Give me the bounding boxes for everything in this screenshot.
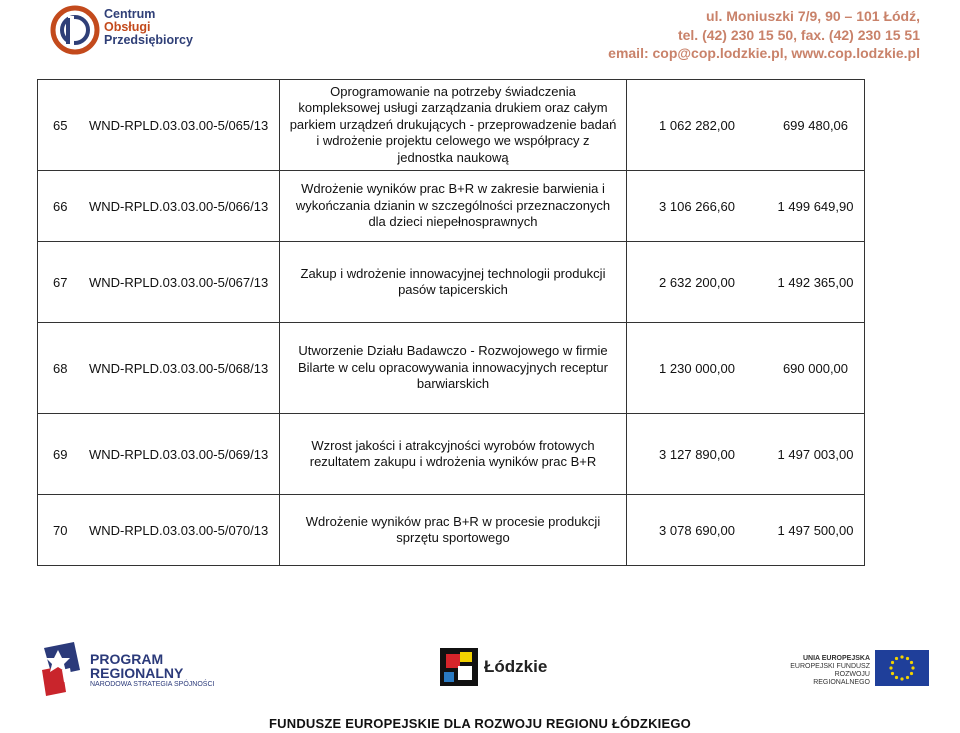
cop-logo: [50, 4, 193, 56]
program-regionalny-emblem-icon: [40, 640, 84, 698]
contact-email-web[interactable]: email: cop@cop.lodzkie.pl, www.cop.lodzkie.pl: [608, 45, 920, 61]
cop-logo-text: [104, 8, 193, 47]
grant-value: 1 497 500,00: [767, 495, 865, 566]
project-title: Wdrożenie wyników prac B+R w zakresie barwienia i wykończania dzianin w szczególności przeznaczonych dla dzieci niepełnosprawnych: [280, 171, 627, 242]
application-id: WND-RPLD.03.03.00-5/066/13: [81, 171, 280, 242]
nss-label: NARODOWA STRATEGIA SPÓJNOŚCI: [90, 681, 215, 688]
lodzkie-emblem-icon: [440, 648, 478, 686]
program-regionalny-logo: [40, 640, 220, 698]
eu-text: [780, 655, 870, 687]
eu-line-1: UNIA EUROPEJSKA: [802, 655, 870, 662]
logo-line-1: Centrum: [104, 7, 156, 21]
eu-line-2: EUROPEJSKI FUNDUSZ: [790, 663, 870, 670]
row-number: 68: [38, 323, 82, 414]
row-number: 66: [38, 171, 82, 242]
eu-flag-icon: [875, 650, 929, 686]
total-value: 3 127 890,00: [627, 414, 768, 495]
regionalny-label: REGIONALNY: [90, 665, 184, 681]
table-row: [38, 171, 865, 242]
application-id: WND-RPLD.03.03.00-5/065/13: [81, 80, 280, 171]
total-value: 1 230 000,00: [627, 323, 768, 414]
total-value: 3 078 690,00: [627, 495, 768, 566]
table-row: [38, 323, 865, 414]
application-id: WND-RPLD.03.03.00-5/068/13: [81, 323, 280, 414]
eu-line-3: ROZWOJU REGIONALNEGO: [813, 671, 870, 686]
program-label: PROGRAM: [90, 651, 164, 667]
contact-info: [608, 7, 920, 63]
table-row: [38, 495, 865, 566]
grant-value: 1 499 649,90: [767, 171, 865, 242]
row-number: 70: [38, 495, 82, 566]
project-title: Oprogramowanie na potrzeby świadczenia kompleksowej usługi zarządzania drukiem oraz całym parkiem urządzeń drukujących - przeprowadzenie badań i wdrożenie projektu celowego we współpracy z jednostka naukową: [280, 80, 627, 171]
application-id: WND-RPLD.03.03.00-5/069/13: [81, 414, 280, 495]
grant-value: 699 480,06: [767, 80, 865, 171]
table-row: [38, 80, 865, 171]
project-title: Zakup i wdrożenie innowacyjnej technologii produkcji pasów tapicerskich: [280, 242, 627, 323]
total-value: 2 632 200,00: [627, 242, 768, 323]
program-regionalny-text: [90, 652, 214, 689]
application-id: WND-RPLD.03.03.00-5/070/13: [81, 495, 280, 566]
project-title: Utworzenie Działu Badawczo - Rozwojowego w firmie Bilarte w celu opracowywania innowacyjnych receptur barwiarskich: [280, 323, 627, 414]
total-value: 3 106 266,60: [627, 171, 768, 242]
grants-table: [37, 79, 865, 566]
project-title: Wzrost jakości i atrakcyjności wyrobów frotowych rezultatem zakupu i wdrożenia wyników prac B+R: [280, 414, 627, 495]
application-id: WND-RPLD.03.03.00-5/067/13: [81, 242, 280, 323]
eu-logo: [780, 648, 930, 688]
table-row: [38, 414, 865, 495]
logo-line-3: Przedsiębiorcy: [104, 33, 193, 47]
contact-phone: tel. (42) 230 15 50, fax. (42) 230 15 51: [677, 26, 920, 43]
project-title: Wdrożenie wyników prac B+R w procesie produkcji sprzętu sportowego: [280, 495, 627, 566]
cop-logo-mark-icon: [50, 4, 100, 56]
row-number: 65: [38, 80, 82, 171]
row-number: 69: [38, 414, 82, 495]
grant-value: 690 000,00: [767, 323, 865, 414]
grant-value: 1 492 365,00: [767, 242, 865, 323]
footer-title: FUNDUSZE EUROPEJSKIE DLA ROZWOJU REGIONU ŁÓDZKIEGO: [269, 716, 691, 731]
lodzkie-label: Łódzkie: [484, 657, 548, 676]
table-row: [38, 242, 865, 323]
contact-address: ul. Moniuszki 7/9, 90 – 101 Łódź,: [706, 8, 920, 24]
lodzkie-logo: [440, 648, 560, 688]
grant-value: 1 497 003,00: [767, 414, 865, 495]
total-value: 1 062 282,00: [627, 80, 768, 171]
row-number: 67: [38, 242, 82, 323]
logo-line-2: Obsługi: [104, 20, 151, 34]
